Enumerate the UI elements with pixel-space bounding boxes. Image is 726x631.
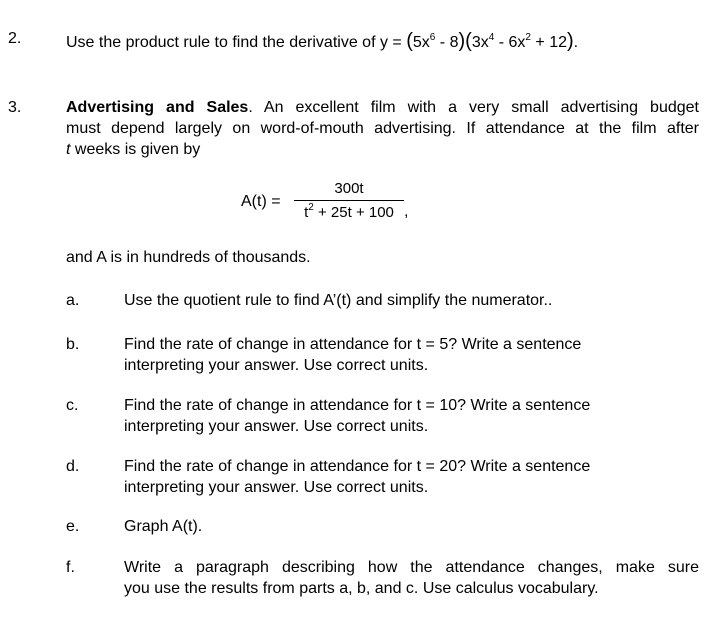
part-c-line-2: interpreting your answer. Use correct units. [124,418,429,435]
problem-2-prompt: Use the product rule to find the derivative of [66,34,376,51]
variable-t: t [66,141,71,158]
problem-3-line-1-rest: . An excellent film with a very small advertising budget [248,99,699,116]
part-f-line-2: you use the results from parts a, b, and c. Use calculus vocabulary. [124,580,599,597]
part-b-label: b. [66,336,80,353]
formula-comma: , [404,203,409,220]
formula-fraction [294,180,404,221]
factor-1-exponent: 6 [429,32,436,43]
part-a-label: a. [66,292,80,309]
problem-2-equation: $y = (5x^6 - 8)(3x^4 - 6x^2 + 12)$. [379,30,579,52]
part-c-line-1: Find the rate of change in attendance for t = 10? Write a sentence [124,397,591,414]
problem-3-number: 3. [8,99,22,116]
problem-3-title: Advertising and Sales [66,99,249,116]
factor-2-exponent-2: 2 [525,32,531,43]
factor-2-close: ) [567,30,574,52]
part-f-label: f. [66,559,75,576]
problem-2-number: 2. [8,30,22,47]
formula-numerator: 300t [334,180,364,197]
problem-3-line-2: must depend largely on word-of-mouth advertising. If attendance at the film after [66,120,699,137]
problem-3-line-1 [66,99,699,117]
denominator-exponent: 2 [308,202,314,213]
part-b-line-2: interpreting your answer. Use correct units. [124,357,429,374]
formula-denominator [294,204,404,221]
part-e-label: e. [66,518,80,535]
factor-1-close: ) [458,30,466,52]
problem-3-units-note: and A is in hundreds of thousands. [66,249,311,266]
problem-2-text [66,30,578,53]
part-e-text: Graph A(t). [124,518,203,535]
part-f-line-1: Write a paragraph describing how the attendance changes, make sure [124,559,699,576]
factor-1-open: ( [406,30,413,52]
part-b-line-1: Find the rate of change in attendance for t = 5? Write a sentence [124,336,582,353]
part-d-label: d. [66,458,80,475]
denominator-rest: + 25t + 100 [313,204,394,221]
problem-3-line-3 [66,141,200,159]
factor-2-open: ( [465,30,472,52]
part-a-text: Use the quotient rule to find A’(t) and simplify the numerator.. [124,292,553,309]
part-c-label: c. [66,397,79,414]
fraction-bar [294,200,404,201]
denominator-t: t [304,204,309,221]
problem-3-line-3-rest: weeks is given by [70,141,201,158]
part-d-line-2: interpreting your answer. Use correct units. [124,479,429,496]
formula-lhs: A(t) = [241,193,281,210]
factor-2-exponent: 4 [488,32,495,43]
part-d-line-1: Find the rate of change in attendance for t = 20? Write a sentence [124,458,591,475]
equation-y: y = [379,34,407,51]
